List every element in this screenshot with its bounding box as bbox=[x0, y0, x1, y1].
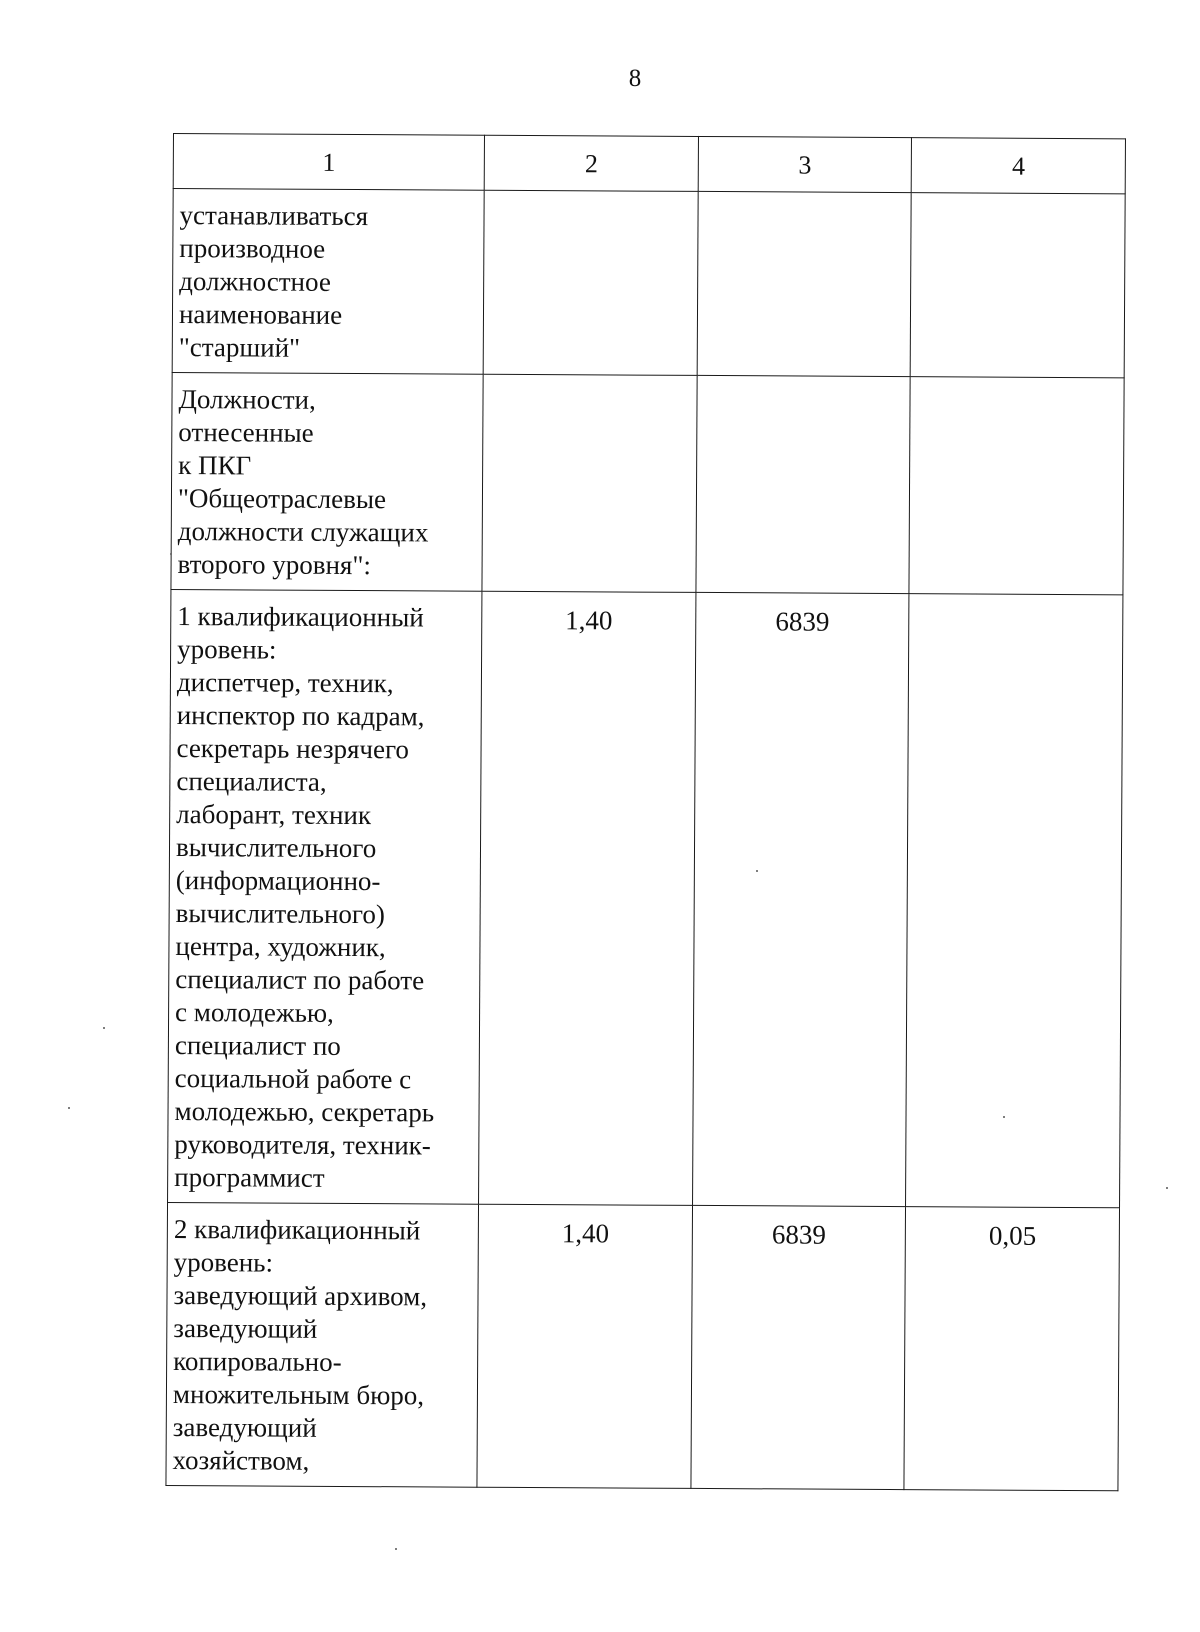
table-header-row bbox=[173, 134, 1125, 194]
salary-table bbox=[165, 133, 1126, 1491]
scan-speck bbox=[170, 553, 172, 555]
coefficient-cell bbox=[483, 190, 698, 375]
scan-speck bbox=[395, 1548, 397, 1550]
table-header-cell: 2 bbox=[484, 135, 698, 191]
scan-speck bbox=[1003, 1116, 1005, 1118]
coefficient-cell: 1,40 bbox=[479, 591, 696, 1205]
scan-speck bbox=[756, 870, 758, 872]
increase-cell bbox=[906, 594, 1123, 1208]
increase-cell bbox=[911, 193, 1126, 378]
table-row bbox=[168, 589, 1123, 1207]
page-number: 8 bbox=[628, 65, 642, 92]
scan-speck bbox=[1166, 1187, 1168, 1189]
table-header-cell: 1 bbox=[173, 134, 485, 191]
increase-cell: 0,05 bbox=[904, 1207, 1119, 1491]
position-cell: Должности, отнесенные к ПКГ "Общеотраслевые должности служащих второго уровня": bbox=[171, 372, 483, 591]
position-cell: устанавливаться производное должностное наименование "старший" bbox=[172, 189, 484, 375]
salary-cell: 6839 bbox=[691, 1205, 906, 1489]
salary-cell bbox=[697, 191, 912, 376]
coefficient-cell bbox=[482, 374, 697, 592]
salary-cell bbox=[696, 375, 911, 593]
position-cell: 2 квалификационный уровень: заведующий архивом, заведующий копировально- множительным бюро, заведующий хозяйством, bbox=[166, 1202, 479, 1487]
table-row bbox=[172, 189, 1125, 378]
increase-cell bbox=[909, 377, 1124, 595]
scan-speck bbox=[103, 1027, 105, 1029]
table-row bbox=[166, 1202, 1120, 1490]
salary-cell: 6839 bbox=[692, 592, 909, 1206]
table-header-cell: 4 bbox=[912, 138, 1126, 194]
coefficient-cell: 1,40 bbox=[477, 1204, 692, 1488]
position-cell: 1 квалификационный уровень: диспетчер, техник, инспектор по кадрам, секретарь незрячего специалиста, лаборант, техник вычислительного (информационно- вычислительного) центра, художник, специалист по работе с молодежью, специалист по социальной работе с молодежью, секретарь руководителя, техник- программист bbox=[168, 589, 483, 1204]
table-row bbox=[171, 372, 1124, 594]
scan-speck bbox=[68, 1107, 70, 1109]
table-header-cell: 3 bbox=[698, 136, 912, 192]
